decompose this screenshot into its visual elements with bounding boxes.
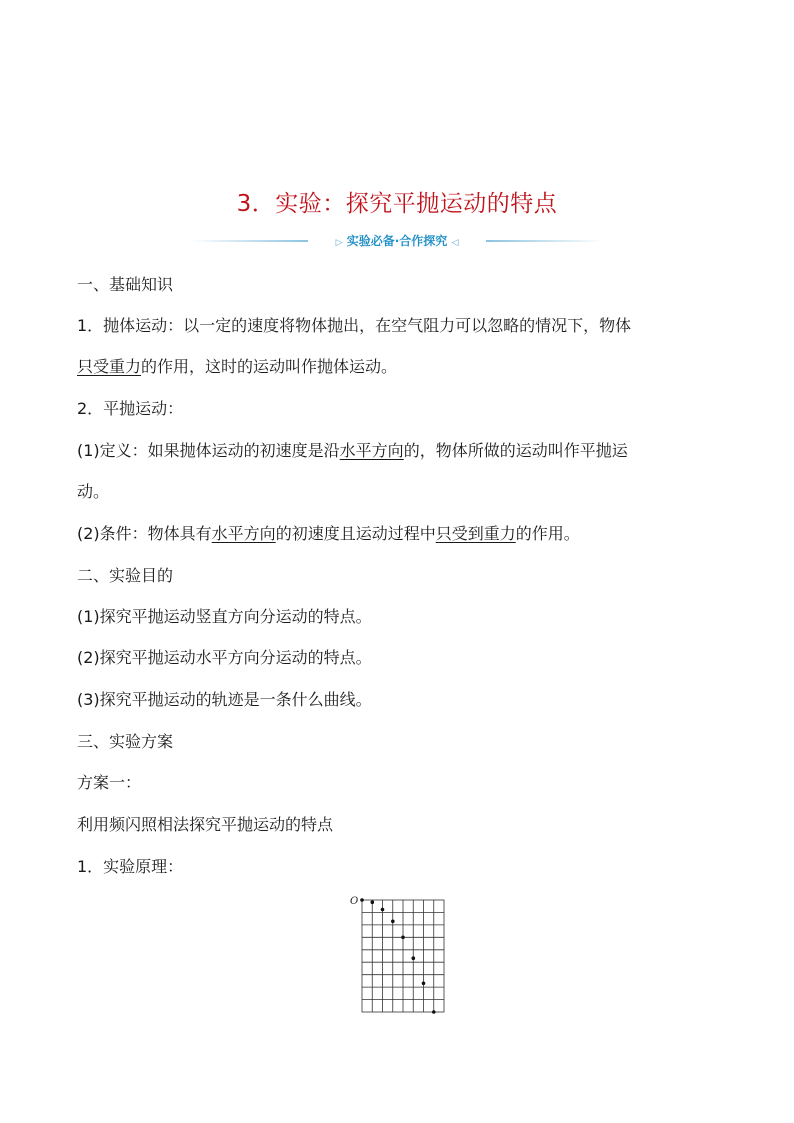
heading-basic-knowledge: 一、基础知识 (77, 275, 174, 294)
plan-label: 方案一： (77, 773, 142, 792)
page-title: 3．实验：探究平抛运动的特点 (236, 191, 558, 217)
ball-dot (432, 1010, 436, 1014)
ball-dot (401, 936, 405, 940)
grid-lines (362, 900, 444, 1012)
text-run: 的作用，这时的运动叫作抛体运动。 (141, 357, 398, 376)
arrow-right-icon: ▷ (335, 238, 343, 248)
goal-item: (3)探究平抛运动的轨迹是一条什么曲线。 (77, 690, 372, 709)
ball-dot (422, 982, 426, 986)
ball-dot (381, 908, 385, 912)
heading-experiment-plan: 三、实验方案 (77, 732, 174, 751)
paragraph-definition-line1 (77, 441, 628, 461)
ball-dot (391, 920, 395, 924)
text-run: (2)条件：物体具有 (77, 524, 212, 543)
paragraph-condition (77, 524, 580, 544)
principle-heading: 1．实验原理： (77, 857, 184, 876)
heading-experiment-purpose: 二、实验目的 (77, 566, 174, 585)
paragraph-projectile-line1: 1．抛体运动：以一定的速度将物体抛出，在空气阻力可以忽略的情况下，物体 (77, 316, 632, 335)
underlined-answer: 只受重力 (77, 357, 142, 376)
text-run: (1)定义：如果抛体运动的初速度是沿 (77, 441, 340, 460)
text-run: 的初速度且运动过程中 (275, 524, 436, 543)
plan-description: 利用频闪照相法探究平抛运动的特点 (77, 815, 334, 834)
goal-item: (2)探究平抛运动水平方向分运动的特点。 (77, 648, 372, 667)
strobe-grid-figure (348, 893, 452, 1023)
ball-positions (360, 898, 435, 1014)
ball-dot (371, 900, 375, 904)
banner-label-wrap (308, 233, 486, 251)
underlined-answer: 水平方向 (339, 441, 404, 460)
grid-diagram (348, 893, 452, 1019)
origin-label: O (350, 896, 359, 907)
paragraph-projectile-line2 (77, 357, 397, 377)
banner-left-line (190, 240, 308, 242)
section-banner (190, 233, 604, 249)
text-run: 的作用。 (515, 524, 580, 543)
paragraph-definition-line2: 动。 (77, 482, 110, 501)
goal-item: (1)探究平抛运动竖直方向分运动的特点。 (77, 607, 372, 626)
paragraph-horizontal-projectile: 2．平抛运动： (77, 399, 184, 418)
underlined-answer: 只受到重力 (435, 524, 516, 543)
ball-dot (412, 956, 416, 960)
banner-right-line (486, 240, 604, 242)
underlined-answer: 水平方向 (211, 524, 276, 543)
ball-dot (360, 898, 364, 902)
arrow-left-icon: ◁ (451, 238, 459, 248)
text-run: 的，物体所做的运动叫作平抛运 (403, 441, 628, 460)
banner-label: 实验必备·合作探究 (346, 234, 448, 248)
